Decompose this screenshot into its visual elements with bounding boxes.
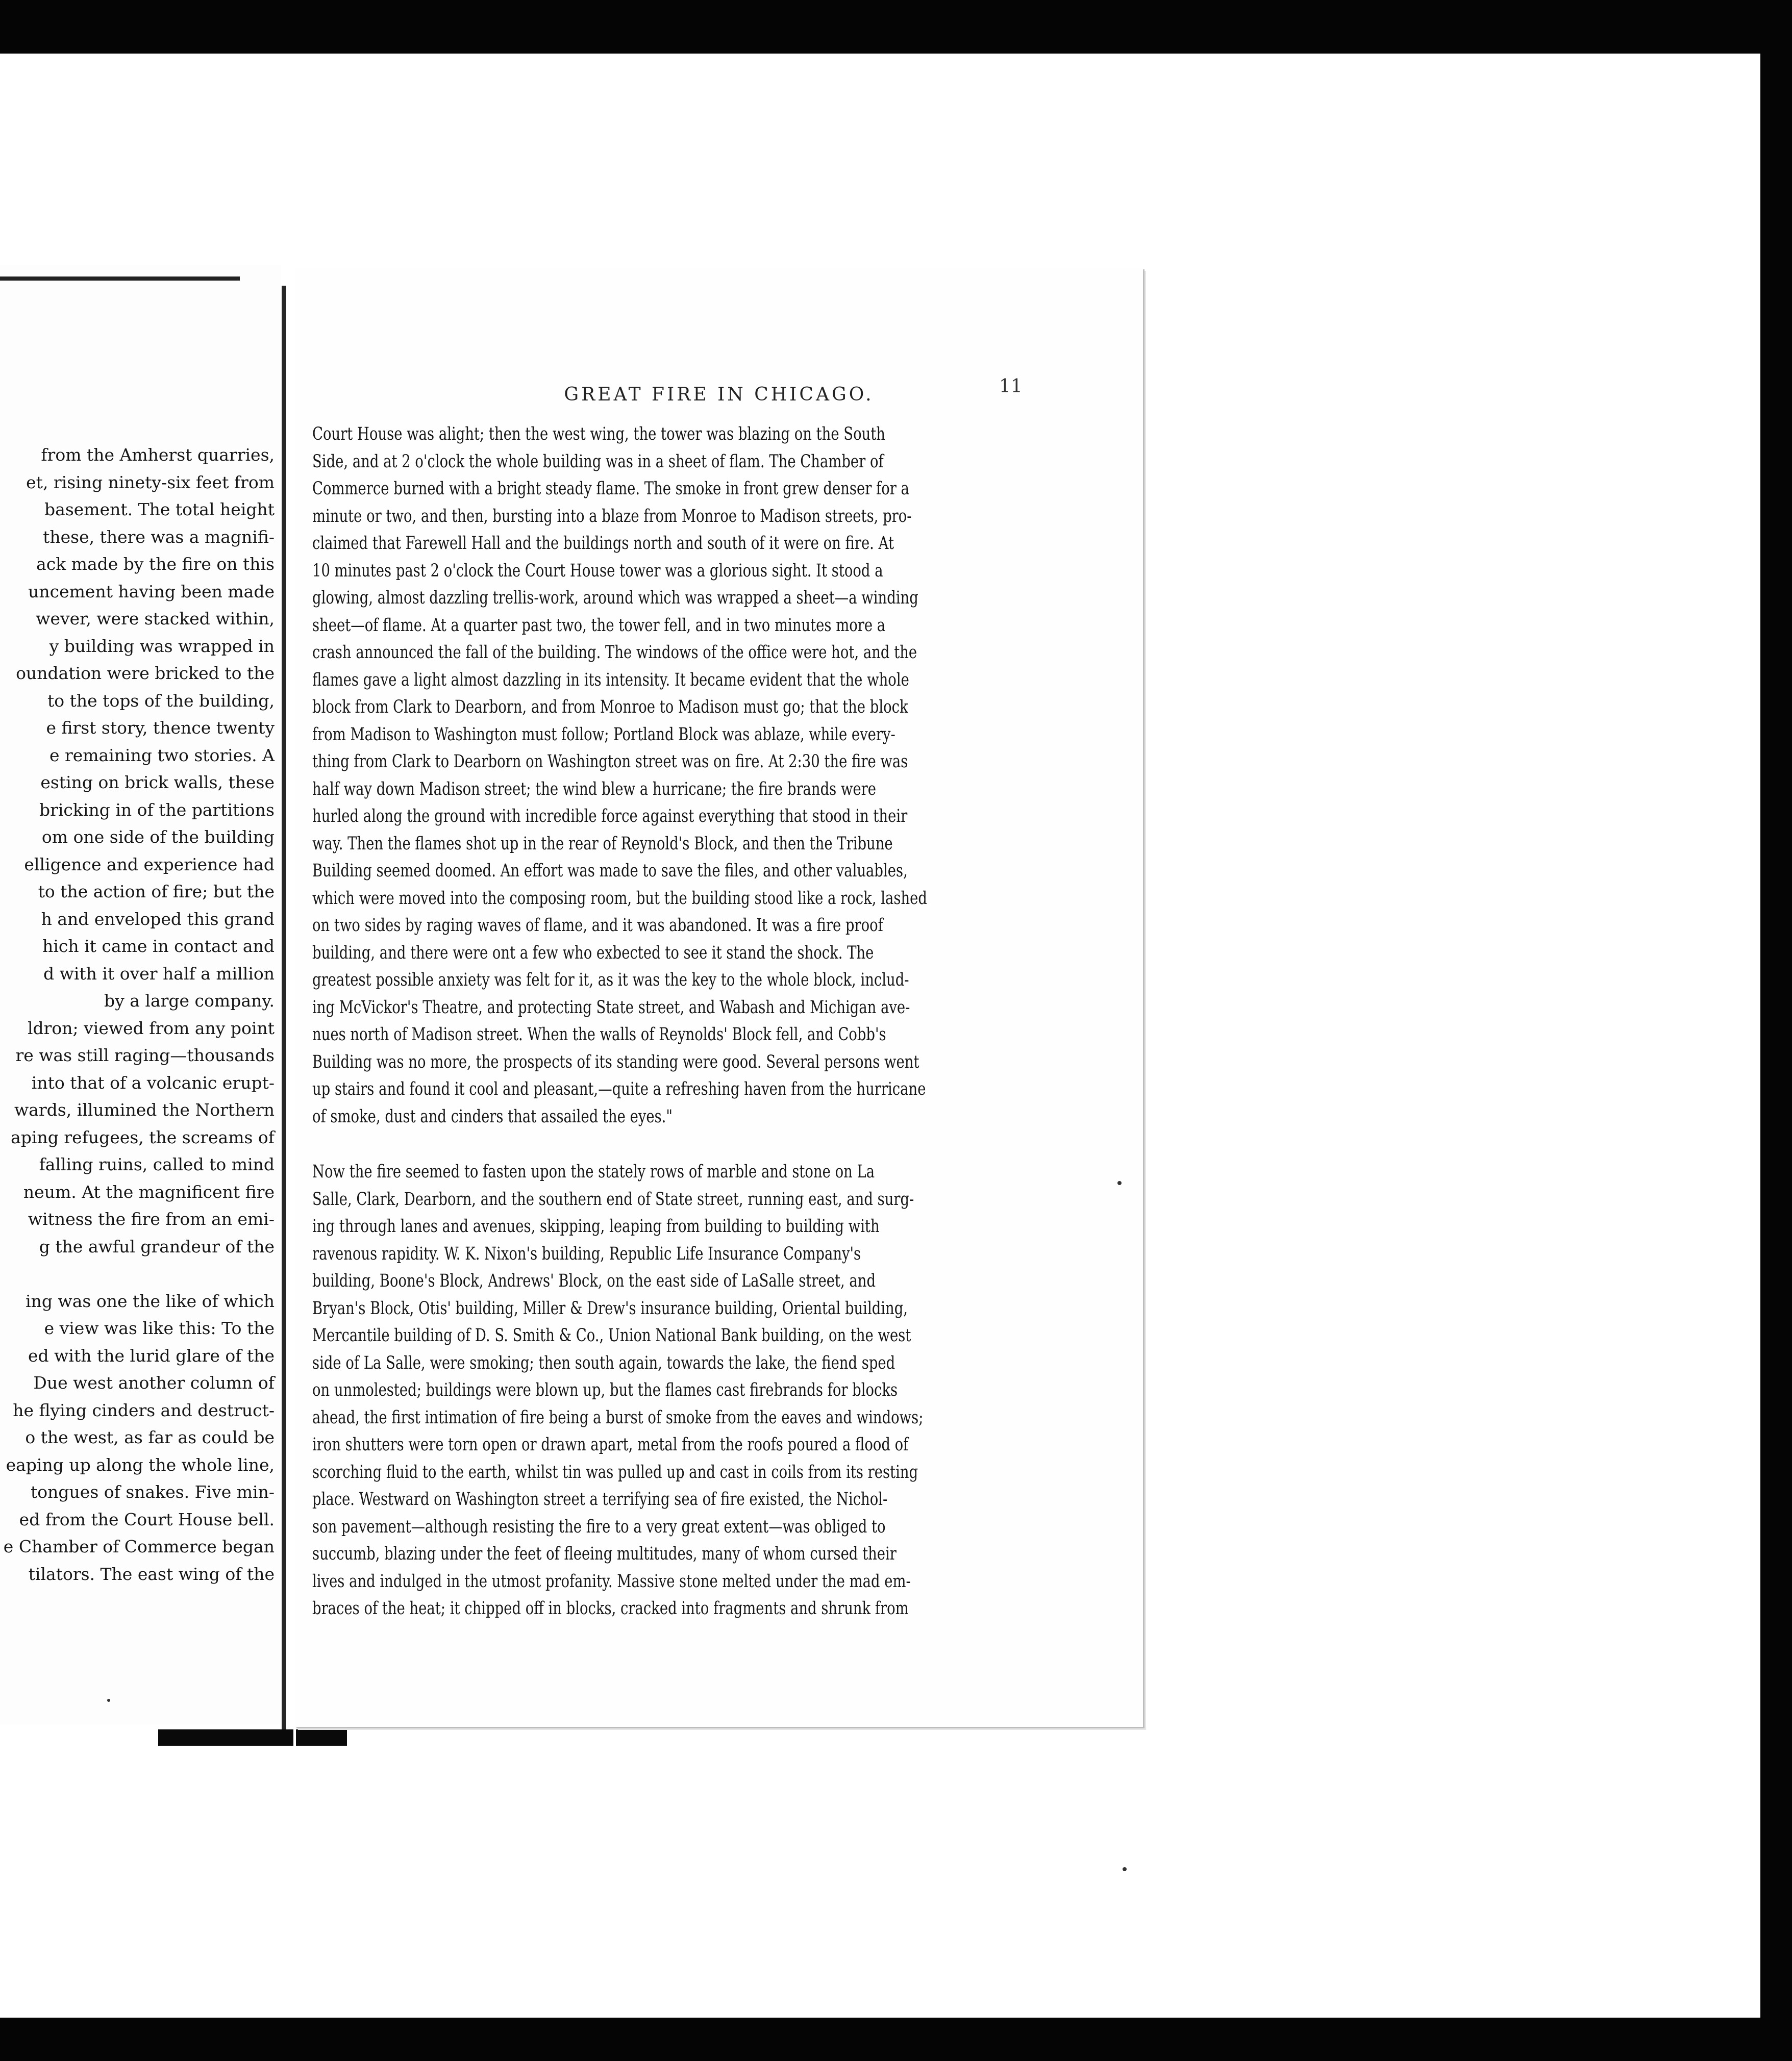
scan-border-top	[0, 0, 1792, 54]
text-line: ing was one the like of which	[26, 1291, 275, 1311]
text-line: on two sides by raging waves of flame, and it was abandoned. It was a fire proof	[312, 915, 883, 936]
text-line: e view was like this: To the	[44, 1318, 275, 1338]
text-line: et, rising ninety-six feet from	[26, 472, 275, 492]
text-line: Bryan's Block, Otis' building, Miller & Drew's insurance building, Oriental building,	[312, 1298, 908, 1319]
text-line: aping refugees, the screams of	[11, 1127, 275, 1147]
text-line: Mercantile building of D. S. Smith & Co., Union National Bank building, on the west	[312, 1325, 911, 1346]
text-line: ahead, the first intimation of fire being a burst of smoke from the eaves and windows;	[312, 1407, 924, 1428]
text-line: up stairs and found it cool and pleasant,—quite a refreshing haven from the hurricane	[312, 1079, 926, 1099]
text-line: minute or two, and then, bursting into a blaze from Monroe to Madison streets, pro-	[312, 506, 912, 526]
text-line: 10 minutes past 2 o'clock the Court House tower was a glorious sight. It stood a	[312, 560, 883, 581]
text-line: ravenous rapidity. W. K. Nixon's building, Republic Life Insurance Company's	[312, 1243, 861, 1264]
text-line: on unmolested; buildings were blown up, but the flames cast firebrands for blocks	[312, 1380, 898, 1400]
text-line: scorching fluid to the earth, whilst tin was pulled up and cast in coils from its resting	[312, 1462, 918, 1482]
text-line: Court House was alight; then the west wing, the tower was blazing on the South	[312, 424, 885, 444]
book-spine	[282, 286, 286, 1735]
text-line: from the Amherst quarries,	[41, 445, 275, 465]
text-line: oundation were bricked to the	[16, 663, 275, 683]
text-line: elligence and experience had	[24, 854, 275, 874]
text-line: hich it came in contact and	[42, 936, 275, 956]
text-line: eaping up along the whole line,	[6, 1454, 275, 1475]
text-line: Due west another column of	[33, 1373, 275, 1393]
text-line: he flying cinders and destruct-	[13, 1400, 275, 1420]
text-line: place. Westward on Washington street a terrifying sea of fire existed, the Nichol-	[312, 1489, 888, 1510]
text-line: neum. At the magnificent fire	[23, 1182, 275, 1202]
text-line: greatest possible anxiety was felt for it, as it was the key to the whole block, includ-	[312, 970, 909, 990]
text-line: building, and there were ont a few who exbected to see it stand the shock. The	[312, 942, 874, 963]
text-line: hurled along the ground with incredible force against everything that stood in their	[312, 806, 908, 826]
text-line: ing through lanes and avenues, skipping, leaping from building to building with	[312, 1216, 880, 1237]
text-line: ing McVickor's Theatre, and protecting State street, and Wabash and Michigan ave-	[312, 997, 910, 1018]
scan-border-bottom	[0, 2018, 1792, 2061]
text-line: e first story, thence twenty	[46, 718, 275, 738]
scan-speck	[1117, 1181, 1122, 1185]
text-line: e remaining two stories. A	[49, 745, 275, 765]
text-line: by a large company.	[104, 991, 275, 1011]
text-line: these, there was a magnifi-	[43, 526, 275, 547]
text-line: wards, illumined the Northern	[14, 1100, 275, 1120]
text-line: Building seemed doomed. An effort was made to save the files, and other valuables,	[312, 861, 908, 881]
text-line: y building was wrapped in	[49, 636, 275, 656]
text-line: wever, were stacked within,	[36, 609, 275, 629]
text-line: way. Then the flames shot up in the rear of Reynold's Block, and then the Tribune	[312, 833, 893, 854]
scan-speck	[107, 1699, 110, 1702]
text-line: son pavement—although resisting the fire to a very great extent—was obliged to	[312, 1516, 886, 1537]
film-edge-mark	[296, 1729, 347, 1746]
scan-border-right	[1760, 48, 1792, 2061]
text-line: lives and indulged in the utmost profanity. Massive stone melted under the mad em-	[312, 1571, 911, 1592]
text-line: falling ruins, called to mind	[39, 1154, 275, 1174]
text-line: re was still raging—thousands	[15, 1045, 275, 1065]
left-page-top-rule	[0, 277, 240, 281]
text-line: crash announced the fall of the building. The windows of the office were hot, and the	[312, 642, 917, 663]
text-line: ldron; viewed from any point	[27, 1018, 275, 1038]
text-line: bricking in of the partitions	[39, 799, 275, 820]
text-line: to the tops of the building,	[47, 690, 275, 711]
left-page-text	[0, 441, 275, 1588]
running-head: GREAT FIRE IN CHICAGO.	[564, 384, 874, 405]
text-line: succumb, blazing under the feet of fleeing multitudes, many of whom cursed their	[312, 1544, 897, 1564]
text-line: side of La Salle, were smoking; then south again, towards the lake, the fiend sped	[312, 1352, 895, 1373]
text-line: half way down Madison street; the wind blew a hurricane; the fire brands were	[312, 778, 877, 799]
text-line: basement. The total height	[44, 499, 275, 519]
text-line: nues north of Madison street. When the walls of Reynolds' Block fell, and Cobb's	[312, 1024, 886, 1045]
text-line: g the awful grandeur of the	[39, 1236, 275, 1256]
text-line: h and enveloped this grand	[41, 909, 275, 929]
text-line: Commerce burned with a bright steady flame. The smoke in front grew denser for a	[312, 479, 909, 499]
text-line: ed from the Court House bell.	[19, 1509, 275, 1529]
text-line: ed with the lurid glare of the	[28, 1345, 275, 1366]
text-line: into that of a volcanic erupt-	[31, 1072, 275, 1093]
text-line: e Chamber of Commerce began	[3, 1537, 275, 1556]
text-line: braces of the heat; it chipped off in blocks, cracked into fragments and shrunk from	[312, 1598, 909, 1619]
text-line	[0, 1260, 275, 1288]
scan-speck	[1123, 1867, 1127, 1871]
text-line: esting on brick walls, these	[40, 772, 275, 792]
text-line: flames gave a light almost dazzling in its intensity. It became evident that the whole	[312, 669, 909, 690]
text-line: witness the fire from an emi-	[28, 1209, 275, 1229]
paragraph-2	[312, 1159, 1328, 1623]
text-line: claimed that Farewell Hall and the buildings north and south of it were on fire. At	[312, 533, 894, 554]
left-page	[0, 265, 281, 1724]
body-text	[312, 421, 1328, 1623]
text-line: sheet—of flame. At a quarter past two, the tower fell, and in two minutes more a	[312, 615, 886, 636]
text-line: building, Boone's Block, Andrews' Block, on the east side of LaSalle street, and	[312, 1271, 876, 1291]
text-line: om one side of the building	[41, 827, 275, 847]
text-line: of smoke, dust and cinders that assailed the eyes."	[312, 1106, 673, 1127]
text-line: Now the fire seemed to fasten upon the stately rows of marble and stone on La	[312, 1162, 875, 1182]
film-edge-mark	[158, 1729, 293, 1746]
text-line: from Madison to Washington must follow; Portland Block was ablaze, while every-	[312, 724, 895, 745]
text-line: Salle, Clark, Dearborn, and the southern end of State street, running east, and surg-	[312, 1189, 914, 1210]
text-line: ack made by the fire on this	[36, 554, 275, 574]
text-line: glowing, almost dazzling trellis-work, around which was wrapped a sheet—a winding	[312, 588, 918, 608]
paragraph-gap	[312, 1130, 1328, 1159]
right-page	[295, 268, 1143, 1727]
text-line: o the west, as far as could be	[25, 1427, 275, 1447]
text-line: thing from Clark to Dearborn on Washington street was on fire. At 2:30 the fire was	[312, 751, 908, 772]
text-line: d with it over half a million	[43, 963, 275, 984]
paragraph-1	[312, 421, 1328, 1130]
text-line: block from Clark to Dearborn, and from Monroe to Madison must go; that the block	[312, 697, 908, 717]
text-line: which were moved into the composing room, but the building stood like a rock, lashed	[312, 888, 927, 909]
text-line: uncement having been made	[28, 581, 275, 601]
text-line: tongues of snakes. Five min-	[31, 1482, 275, 1502]
text-line: Side, and at 2 o'clock the whole building was in a sheet of flam. The Chamber of	[312, 451, 884, 472]
text-line: tilators. The east wing of the	[28, 1564, 275, 1584]
page-number: 11	[999, 376, 1023, 397]
text-line: iron shutters were torn open or drawn apart, metal from the roofs poured a flood of	[312, 1435, 909, 1455]
text-line: to the action of fire; but the	[38, 882, 275, 901]
text-line: Building was no more, the prospects of its standing were good. Several persons went	[312, 1051, 919, 1072]
